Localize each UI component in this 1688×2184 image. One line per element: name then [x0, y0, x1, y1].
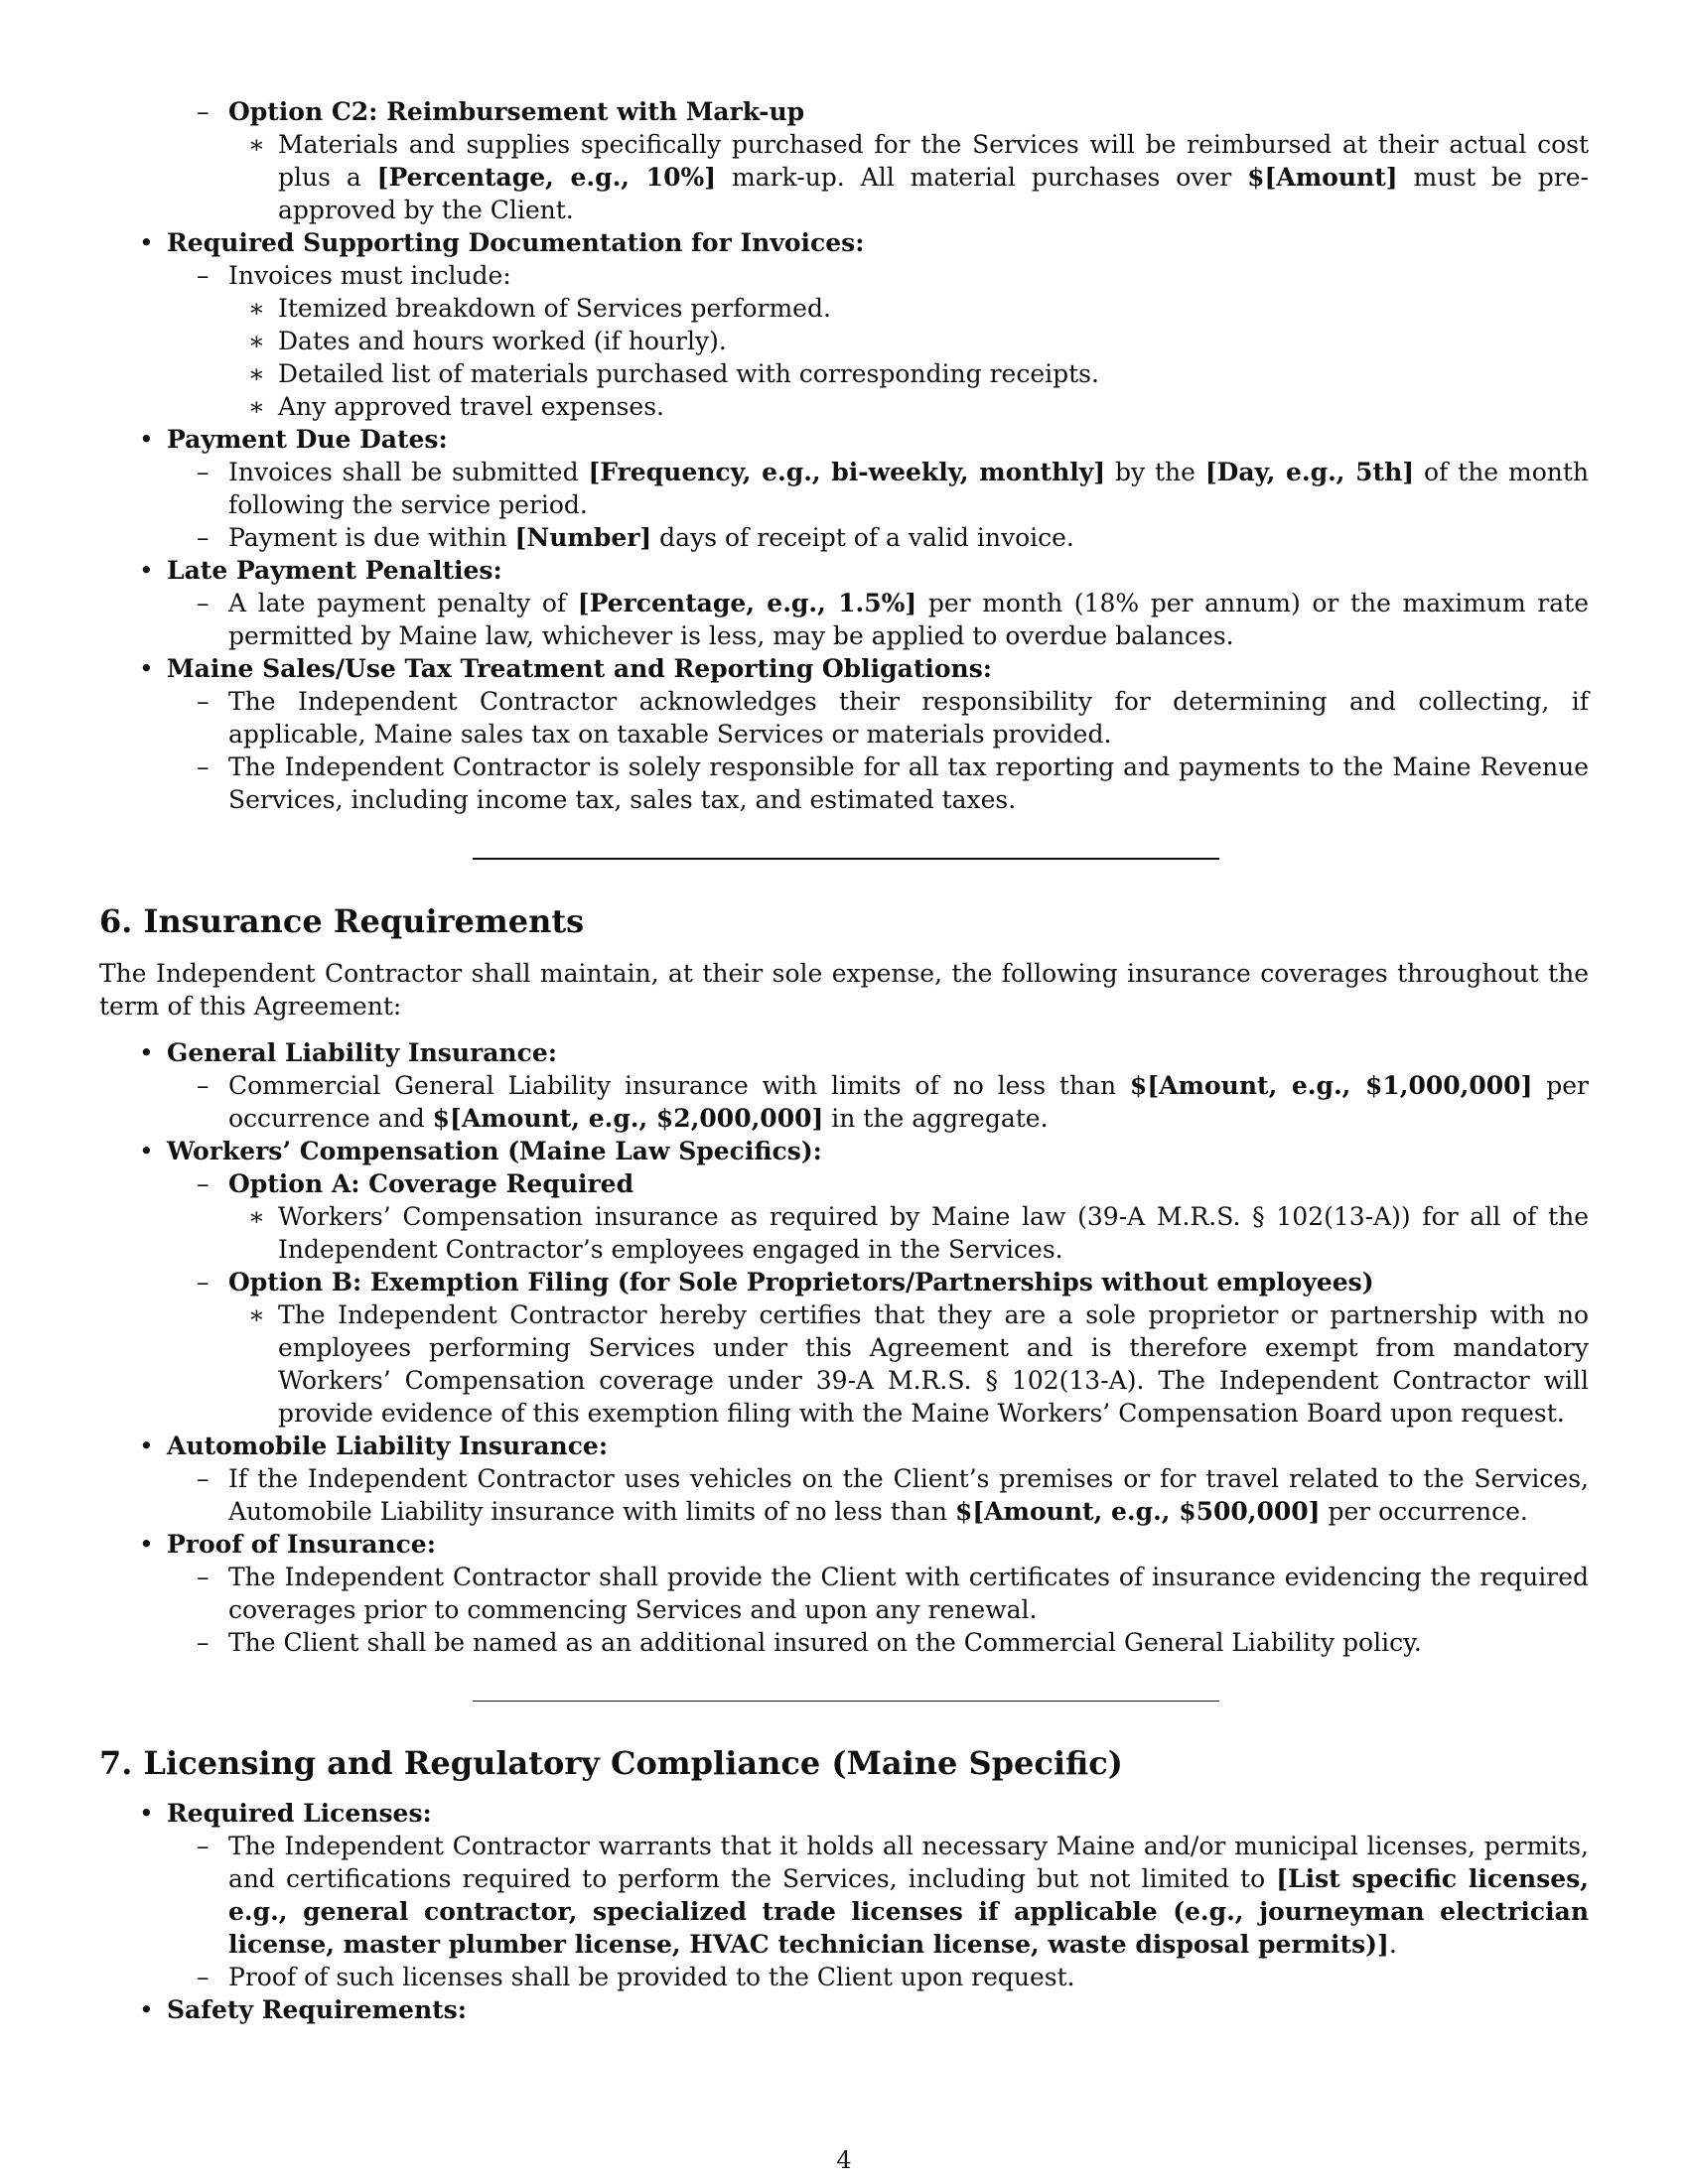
docs-subitem: ∗ Detailed list of materials purchased with corresponding receipts. — [248, 359, 1099, 388]
wc-option-b: – Option B: Exemption Filing (for Sole Proprietors/Partnerships without employees) — [197, 1268, 1374, 1297]
section-6-intro: The Independent Contractor shall maintain, at their sole expense, the following insurance coverages throughout the term of this Agreement: — [99, 959, 1589, 1021]
docs-subitem: ∗ Any approved travel expenses. — [248, 392, 664, 421]
gl-text: – Commercial General Liability insurance with limits of no less than $[Amount, e.g., $1,000,000] per occurrence and $[Amount, e.g., $2,000,000] in the aggregate. — [197, 1071, 1590, 1133]
late-text: – A late payment penalty of [Percentage, e.g., 1.5%] per month (18% per annum) or the maximum rate permitted by Maine law, whichever is less, may be applied to overdue balances. — [197, 589, 1590, 650]
tax-item: • Maine Sales/Use Tax Treatment and Reporting Obligations: — [139, 654, 993, 683]
tax-text-1: – The Independent Contractor acknowledges their responsibility for determining and collecting, if applicable, Maine sales tax on taxable Services or materials provided. — [197, 687, 1589, 749]
docs-subitem: ∗ Dates and hours worked (if hourly). — [248, 327, 727, 355]
auto-item: • Automobile Liability Insurance: — [139, 1432, 609, 1460]
due-submit: – Invoices shall be submitted [Frequency, e.g., bi-weekly, monthly] by the [Day, e.g., 5th] of the month following the service period. — [197, 458, 1589, 519]
proof-text-1: – The Independent Contractor shall provide the Client with certificates of insurance evidencing the required coverages prior to commencing Services and upon any renewal. — [197, 1563, 1589, 1624]
page-number: 4 — [836, 2146, 852, 2174]
option-c2-text: ∗ Materials and supplies specifically purchased for the Services will be reimbursed at their actual cost plus a [Percentage, e.g., 10%] mark-up. All material purchases over $[Amount] must be pre-approved by the Client. — [248, 130, 1589, 224]
proof-item: • Proof of Insurance: — [139, 1530, 436, 1559]
option-c2-title: Option C2: Reimbursement with Mark-up — [228, 97, 805, 126]
licenses-proof: – Proof of such licenses shall be provided to the Client upon request. — [197, 1963, 1075, 1991]
wc-item: • Workers’ Compensation (Maine Law Specifics): — [139, 1137, 822, 1165]
document-page — [99, 95, 1589, 2026]
wc-option-b-text: ∗ The Independent Contractor hereby certifies that they are a sole proprietor or partnership with no employees performing Services under this Agreement and is therefore exempt from mandatory Workers’ Compensation coverage under 39-A M.R.S. § 102(13-A). The Independent Contractor will provide evidence of this exemption filing with the Maine Workers’ Compensation Board upon request. — [248, 1300, 1589, 1428]
docs-item: • Required Supporting Documentation for Invoices: — [139, 228, 865, 257]
option-c2: – Option C2: Reimbursement with Mark-up — [197, 97, 805, 126]
docs-intro: – Invoices must include: — [197, 261, 511, 290]
licenses-text: – The Independent Contractor warrants that it holds all necessary Maine and/or municipal licenses, permits, and certifications required to perform the Services, including but not limited to [List specific licenses, e.g., general contractor, specialized trade licenses if applicable (e.g., journeyman electrician license, master plumber license, HVAC technician license, waste disposal permits)]. — [197, 1832, 1589, 1959]
auto-text: – If the Independent Contractor uses vehicles on the Client’s premises or for travel related to the Services, Automobile Liability insurance with limits of no less than $[Amount, e.g., $500,000] per occurrence. — [197, 1464, 1589, 1526]
docs-subitem: ∗ Itemized breakdown of Services performed. — [248, 294, 831, 323]
safety-item: • Safety Requirements: — [139, 1995, 467, 2024]
gl-item: • General Liability Insurance: — [139, 1038, 557, 1067]
wc-option-a-text: ∗ Workers’ Compensation insurance as required by Maine law (39-A M.R.S. § 102(13-A)) for all of the Independent Contractor’s employees engaged in the Services. — [248, 1202, 1589, 1264]
proof-text-2: – The Client shall be named as an additional insured on the Commercial General Liability policy. — [197, 1628, 1422, 1657]
due-within: – Payment is due within [Number] days of receipt of a valid invoice. — [197, 523, 1074, 552]
wc-option-a: – Option A: Coverage Required — [197, 1169, 634, 1198]
section-7-heading: 7. Licensing and Regulatory Compliance (Maine Specific) — [99, 1744, 1123, 1782]
tax-text-2: – The Independent Contractor is solely responsible for all tax reporting and payments to the Maine Revenue Services, including income tax, sales tax, and estimated taxes. — [197, 752, 1589, 814]
late-item: • Late Payment Penalties: — [139, 556, 502, 585]
due-item: • Payment Due Dates: — [139, 425, 448, 454]
licenses-item: • Required Licenses: — [139, 1799, 432, 1828]
section-6-heading: 6. Insurance Requirements — [99, 902, 585, 940]
